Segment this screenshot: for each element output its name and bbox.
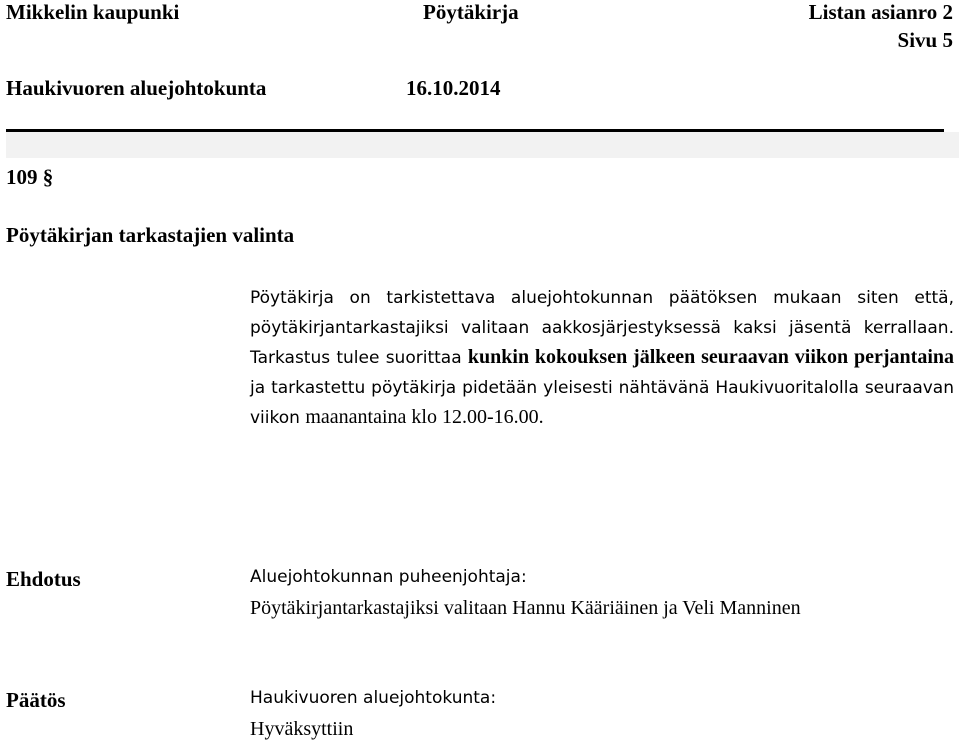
decision-speaker: Haukivuoren aluejohtokunta: xyxy=(250,688,497,708)
proposal-speaker: Aluejohtokunnan puheenjohtaja: xyxy=(250,567,527,587)
header-page-number: Sivu 5 xyxy=(897,28,953,52)
proposal-label: Ehdotus xyxy=(6,567,81,591)
decision-label: Päätös xyxy=(6,688,66,712)
section-body xyxy=(250,283,954,433)
body-text-3: maanantaina klo 12.00-16.00. xyxy=(305,406,544,428)
header-list-item: Listan asianro 2 xyxy=(808,0,953,24)
proposal-text: Pöytäkirjantarkastajiksi valitaan Hannu Kääriäinen ja Veli Manninen xyxy=(250,597,801,619)
header-date: 16.10.2014 xyxy=(406,76,501,100)
header-city: Mikkelin kaupunki xyxy=(6,0,180,24)
section-number: 109 § xyxy=(6,165,54,189)
header-doc-type: Pöytäkirja xyxy=(423,0,519,24)
decision-text: Hyväksyttiin xyxy=(250,718,354,740)
body-text-bold: kunkin kokouksen jälkeen seuraavan viikon perjantaina xyxy=(467,346,954,368)
body-text-1: Pöytäkirja on tarkistettava aluejohtokunnan päätöksen mukaan siten että, pöytäkirjantarkastajiksi valitaan aakkosjärjestyksessä kaksi jäsentä kerrallaan. Tarkastus tulee suorittaa xyxy=(250,288,954,368)
header-board: Haukivuoren aluejohtokunta xyxy=(6,76,267,100)
section-title: Pöytäkirjan tarkastajien valinta xyxy=(6,223,295,247)
body-text-2: ja tarkastettu pöytäkirja pidetään yleisesti nähtävänä Haukivuoritalolla seuraavan viikon xyxy=(250,378,954,428)
header-rule-shade xyxy=(6,132,959,158)
header-divider xyxy=(6,129,944,132)
